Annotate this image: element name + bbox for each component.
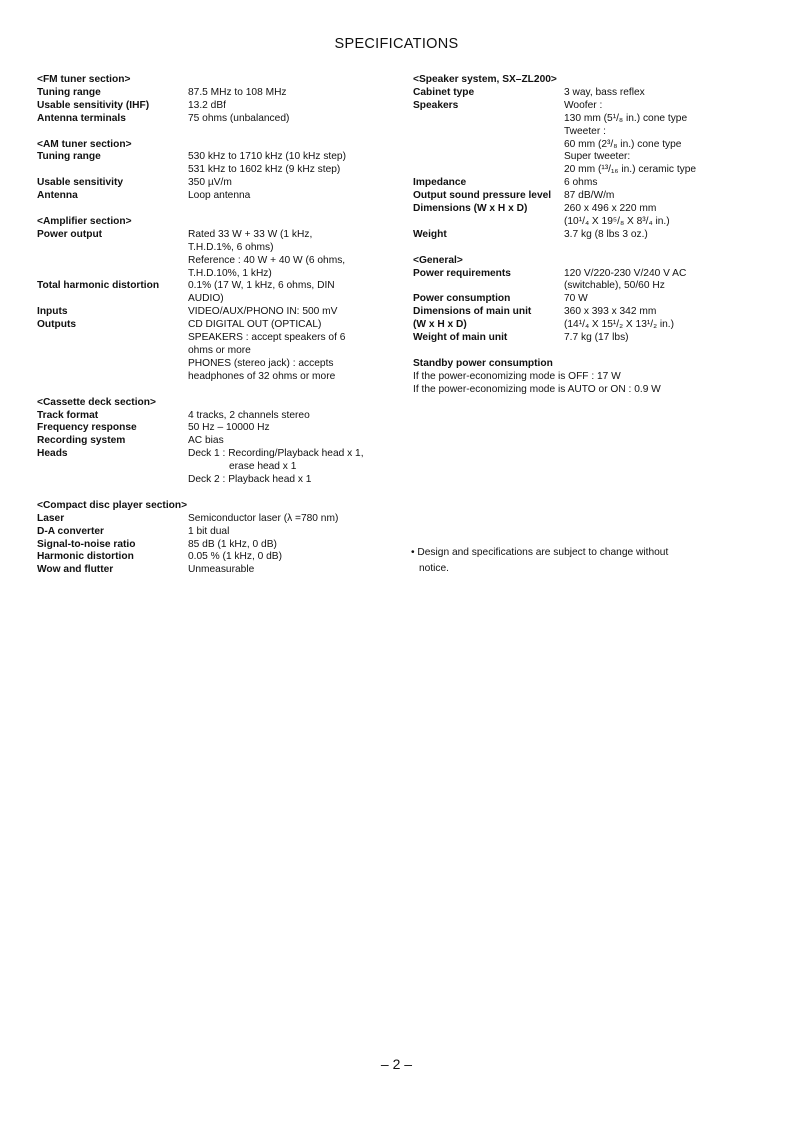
spec-value-line: Semiconductor laser (λ =780 nm)	[188, 512, 339, 524]
spec-value-line: 87 dB/W/m	[564, 190, 615, 202]
spec-label: Antenna terminals	[37, 112, 126, 124]
spec-label: Impedance	[413, 177, 467, 189]
spec-value	[564, 293, 773, 306]
right-column	[413, 74, 773, 410]
spec-value-line: (10¹/₄ X 19⁵/₈ X 8³/₄ in.)	[564, 215, 670, 227]
spec-value	[564, 100, 773, 177]
spec-label: Tuning range	[37, 151, 101, 163]
spec-value	[564, 87, 773, 100]
spec-row	[413, 332, 773, 345]
spec-row	[37, 448, 397, 487]
spec-row	[37, 435, 397, 448]
spec-label: Laser	[37, 512, 65, 524]
spec-label: Signal-to-noise ratio	[37, 538, 136, 550]
spec-value-line: Loop antenna	[188, 190, 251, 202]
spec-value-line: 260 x 496 x 220 mm	[564, 203, 657, 215]
spec-row	[413, 229, 773, 242]
spec-value	[564, 177, 773, 190]
spec-row	[413, 306, 773, 319]
spec-value-line: 531 kHz to 1602 kHz (9 kHz step)	[188, 164, 341, 176]
left-column	[37, 74, 397, 590]
spec-value-line: PHONES (stereo jack) : accepts	[188, 357, 334, 369]
spec-row	[37, 280, 397, 306]
spec-row	[37, 526, 397, 539]
spec-label: (W x H x D)	[413, 319, 467, 331]
spec-row	[413, 190, 773, 203]
standby-section	[413, 358, 773, 397]
spec-value	[188, 422, 397, 435]
notice-line: notice.	[419, 563, 450, 574]
spec-value-line: Unmeasurable	[188, 564, 255, 576]
spec-section	[37, 74, 397, 126]
spec-value-line: 13.2 dBf	[188, 99, 226, 111]
spec-value-line: Reference : 40 W + 40 W (6 ohms,	[188, 254, 346, 266]
spec-section	[413, 74, 773, 242]
spec-row	[413, 100, 773, 177]
spec-value-line: 0.1% (17 W, 1 kHz, 6 ohms, DIN	[188, 280, 335, 292]
page-number: – 2 –	[380, 1056, 413, 1072]
standby-line: If the power-economizing mode is OFF : 17 W	[413, 370, 621, 382]
spec-value-line: 87.5 MHz to 108 MHz	[188, 86, 287, 98]
spec-label: Inputs	[37, 306, 68, 318]
spec-value-line: CD DIGITAL OUT (OPTICAL)	[188, 319, 322, 331]
spec-value	[188, 539, 397, 552]
spec-row	[413, 177, 773, 190]
spec-value-line: Super tweeter:	[564, 151, 631, 163]
spec-label: Usable sensitivity	[37, 177, 124, 189]
spec-section	[37, 500, 397, 577]
spec-value-line: AC bias	[188, 435, 224, 447]
spec-label: Cabinet type	[413, 86, 475, 98]
spec-section	[37, 216, 397, 384]
spec-value-line: 20 mm (¹³/₁₆ in.) ceramic type	[564, 164, 697, 176]
spec-label: Dimensions (W x H x D)	[413, 203, 528, 215]
spec-section	[37, 139, 397, 204]
spec-label: Heads	[37, 448, 68, 460]
spec-value-line: (switchable), 50/60 Hz	[564, 280, 665, 292]
spec-row	[37, 151, 397, 177]
spec-value-line: 350 µV/m	[188, 177, 232, 189]
spec-value-line: T.H.D.1%, 6 ohms)	[188, 241, 274, 253]
spec-value-line: 6 ohms	[564, 177, 598, 189]
spec-value-line: Woofer :	[564, 99, 603, 111]
spec-row	[37, 87, 397, 100]
spec-value-line: 360 x 393 x 342 mm	[564, 306, 657, 318]
spec-label: Weight	[413, 228, 447, 240]
spec-label: Power requirements	[413, 267, 511, 279]
spec-value-line: Deck 1 : Recording/Playback head x 1,	[188, 448, 364, 460]
spec-label: Antenna	[37, 190, 78, 202]
spec-value	[564, 229, 773, 242]
spec-section	[37, 397, 397, 487]
spec-label: Speakers	[413, 99, 459, 111]
section-heading: <Compact disc player section>	[37, 499, 188, 511]
spec-value-line: 85 dB (1 kHz, 0 dB)	[188, 538, 277, 550]
section-heading: <Speaker system, SX–ZL200>	[413, 74, 557, 85]
spec-value-line: 75 ohms (unbalanced)	[188, 112, 290, 124]
spec-value-line: 3.7 kg (8 lbs 3 oz.)	[564, 228, 648, 240]
spec-row	[37, 190, 397, 203]
standby-heading: Standby power consumption	[413, 357, 553, 369]
spec-label: Dimensions of main unit	[413, 306, 532, 318]
section-heading: <Cassette deck section>	[37, 396, 156, 408]
spec-row	[37, 422, 397, 435]
section-heading: <Amplifier section>	[37, 215, 132, 227]
section-heading: <General>	[413, 254, 463, 266]
spec-value-line: 7.7 kg (17 lbs)	[564, 332, 629, 344]
spec-row	[413, 203, 773, 229]
spec-row	[37, 551, 397, 564]
spec-value-line: SPEAKERS : accept speakers of 6	[188, 332, 346, 344]
spec-value	[564, 306, 773, 319]
spec-label: Wow and flutter	[37, 564, 114, 576]
spec-row	[37, 319, 397, 384]
spec-value-line: 0.05 % (1 kHz, 0 dB)	[188, 551, 282, 563]
spec-row	[37, 564, 397, 577]
spec-value-line: 60 mm (2³/₈ in.) cone type	[564, 138, 682, 150]
spec-value	[188, 113, 397, 126]
spec-value-line: VIDEO/AUX/PHONO IN: 500 mV	[188, 306, 338, 318]
spec-row	[413, 293, 773, 306]
section-heading: <AM tuner section>	[37, 138, 132, 150]
section-heading: <FM tuner section>	[37, 74, 131, 85]
spec-value-line: headphones of 32 ohms or more	[188, 370, 336, 382]
spec-row	[413, 319, 773, 332]
spec-value	[188, 100, 397, 113]
spec-value	[564, 268, 773, 294]
spec-value	[188, 306, 397, 319]
spec-label: Output sound pressure level	[413, 190, 552, 202]
spec-value	[564, 203, 773, 229]
spec-value-line: 3 way, bass reflex	[564, 86, 645, 98]
spec-value-line: 530 kHz to 1710 kHz (10 kHz step)	[188, 151, 346, 163]
spec-value	[188, 513, 397, 526]
spec-row	[37, 113, 397, 126]
spec-value	[188, 229, 397, 281]
spec-value	[188, 319, 397, 384]
spec-label: Outputs	[37, 319, 77, 331]
spec-row	[37, 177, 397, 190]
spec-label: Tuning range	[37, 86, 101, 98]
spec-value	[564, 190, 773, 203]
spec-value-line: 70 W	[564, 293, 588, 305]
notice-line: • Design and specifications are subject to change without	[411, 547, 669, 558]
change-notice	[411, 545, 741, 577]
spec-value-line: (14¹/₄ X 15¹/₂ X 13¹/₂ in.)	[564, 319, 675, 331]
spec-row	[37, 229, 397, 281]
spec-label: Recording system	[37, 435, 126, 447]
spec-value	[188, 551, 397, 564]
spec-value	[188, 564, 397, 577]
spec-value-line: Rated 33 W + 33 W (1 kHz,	[188, 228, 313, 240]
spec-label: Frequency response	[37, 422, 137, 434]
standby-line: If the power-economizing mode is AUTO or ON : 0.9 W	[413, 383, 661, 395]
spec-value-line: Deck 2 : Playback head x 1	[188, 474, 312, 486]
spec-value	[188, 177, 397, 190]
spec-value	[188, 435, 397, 448]
spec-row	[37, 100, 397, 113]
spec-value	[564, 332, 773, 345]
spec-label: Power consumption	[413, 293, 511, 305]
spec-row	[37, 410, 397, 423]
spec-value-line: 130 mm (5¹/₈ in.) cone type	[564, 112, 688, 124]
spec-label: D-A converter	[37, 525, 104, 537]
spec-label: Total harmonic distortion	[37, 280, 160, 292]
spec-row	[37, 306, 397, 319]
page-title: SPECIFICATIONS	[334, 36, 459, 52]
spec-value-line: T.H.D.10%, 1 kHz)	[188, 267, 272, 279]
spec-value	[188, 448, 397, 487]
spec-row	[413, 268, 773, 294]
spec-label: Power output	[37, 228, 103, 240]
spec-value	[564, 319, 773, 332]
spec-value-line: ohms or more	[188, 345, 251, 356]
spec-value-line: 4 tracks, 2 channels stereo	[188, 409, 310, 421]
spec-value-line: 1 bit dual	[188, 525, 230, 537]
spec-value	[188, 526, 397, 539]
spec-value	[188, 151, 397, 177]
spec-label: Weight of main unit	[413, 332, 508, 344]
spec-row	[37, 539, 397, 552]
spec-value	[188, 87, 397, 100]
spec-value	[188, 280, 397, 306]
spec-value-line: Tweeter :	[564, 125, 606, 137]
spec-row	[37, 513, 397, 526]
spec-value-line: 120 V/220-230 V/240 V AC	[564, 267, 687, 279]
spec-section	[413, 255, 773, 345]
spec-value-line: erase head x 1	[229, 461, 297, 473]
spec-value-line: 50 Hz – 10000 Hz	[188, 422, 270, 434]
spec-value-line: AUDIO)	[188, 293, 224, 305]
spec-label: Harmonic distortion	[37, 551, 134, 563]
spec-value	[188, 190, 397, 203]
spec-label: Track format	[37, 409, 99, 421]
spec-row	[413, 87, 773, 100]
spec-label: Usable sensitivity (IHF)	[37, 99, 150, 111]
spec-value	[188, 410, 397, 423]
